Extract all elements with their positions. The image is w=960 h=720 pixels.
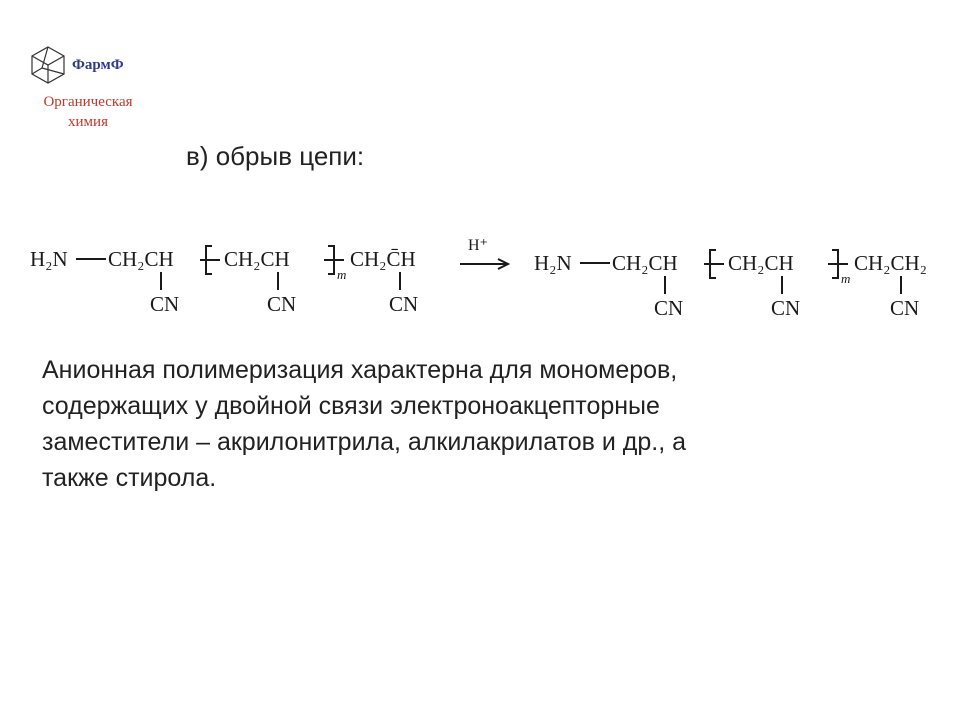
product-unit1-cn: CN (654, 296, 684, 320)
body-line: заместители – акрилонитрила, алкилакрилатов и др., а (42, 428, 686, 456)
reaction-scheme (28, 226, 940, 336)
product-end-group: CH₂CH₂ (854, 251, 927, 275)
body-line: содержащих у двойной связи электроноакцепторные (42, 392, 660, 420)
logo-name: ФармФ (72, 57, 124, 73)
product-amine: H₂N (534, 251, 572, 275)
body-line: Анионная полимеризация характерна для мономеров, (42, 356, 678, 384)
course-title-line1: Органическая (43, 94, 133, 110)
section-heading: в) обрыв цепи: (186, 141, 365, 171)
product-repeat-cn: CN (771, 296, 801, 320)
logo-block (28, 44, 158, 144)
course-title-line2: химия (68, 114, 108, 130)
reaction-arrow (460, 237, 508, 269)
reactant-unit1: CH₂CH (108, 247, 174, 271)
arrow-catalyst-label: H⁺ (468, 237, 488, 254)
reactant-repeat-unit: CH₂CH (224, 247, 290, 271)
reactant-repeat-cn: CN (267, 292, 297, 316)
product-subscript: m (841, 271, 851, 286)
product-bracket-open (704, 250, 724, 278)
product-end-cn: CN (890, 296, 920, 320)
reactant-unit1-cn: CN (150, 292, 180, 316)
product-unit1: CH₂CH (612, 251, 678, 275)
body-paragraph (42, 352, 922, 496)
reactant-bracket-open (200, 246, 220, 274)
body-line: также стирола. (42, 464, 217, 492)
product-repeat-unit: CH₂CH (728, 251, 794, 275)
reactant-amine: H₂N (30, 247, 68, 271)
reactant-subscript: m (337, 267, 347, 282)
product-formula (534, 250, 927, 320)
reactant-end-group: CH₂C̄H (350, 247, 416, 271)
reactant-formula (30, 246, 418, 316)
adamantane-logo-icon (28, 44, 68, 86)
reactant-end-cn: CN (389, 292, 419, 316)
